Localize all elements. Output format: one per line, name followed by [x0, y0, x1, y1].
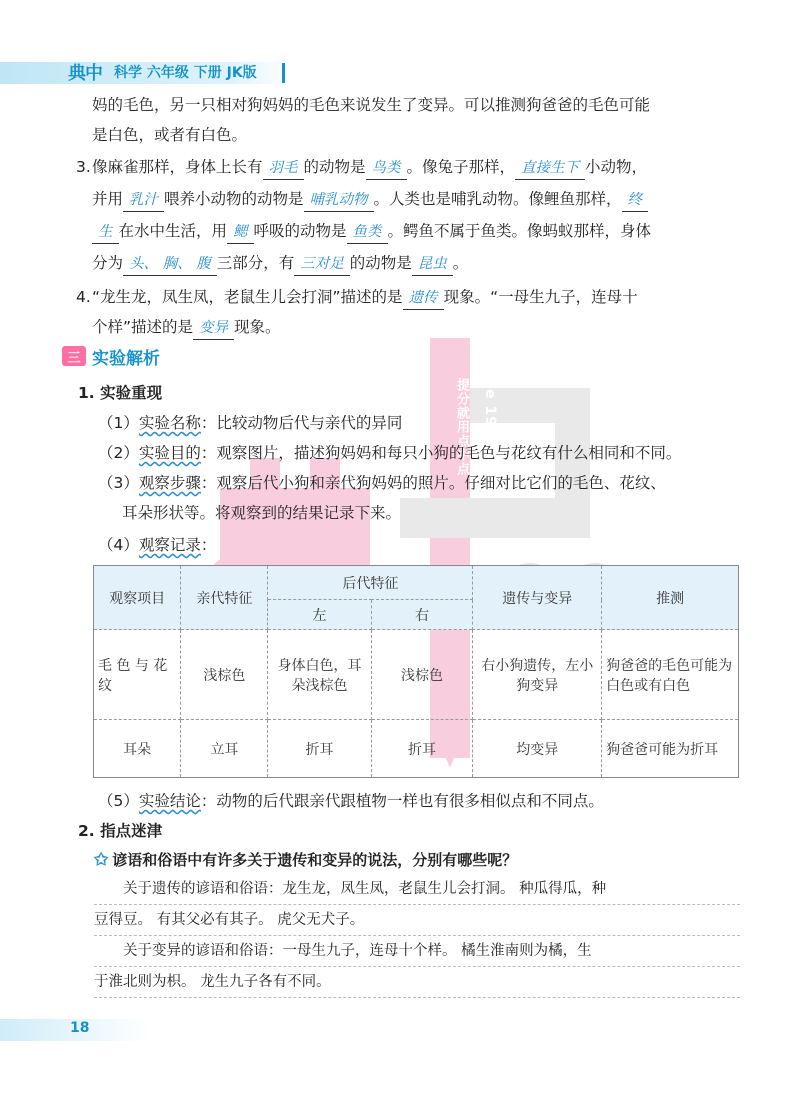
- text: 三部分，有: [216, 254, 295, 272]
- answer-blank: 羽毛: [263, 157, 304, 180]
- text: 现象。: [234, 318, 281, 336]
- section-title: 实验解析: [92, 348, 160, 369]
- table-cell: 耳朵: [94, 720, 181, 778]
- table-cell: 折耳: [371, 720, 473, 778]
- exp-item-4: [98, 530, 216, 560]
- item-label: 实验结论: [138, 792, 201, 810]
- item-text: ：观察图片，描述狗妈妈和每只小狗的毛色与花纹有什么相同和不同。: [200, 444, 682, 462]
- text: “龙生龙，凤生凤，老鼠生儿会打洞”描述的是: [92, 288, 403, 306]
- item-label: 实验目的: [138, 444, 201, 462]
- text: 分为: [92, 254, 124, 272]
- exp-heading: 1. 实验重现: [78, 384, 163, 402]
- question-text: 谚语和俗语中有许多关于遗传和变异的说法，分别有哪些呢？: [112, 851, 518, 869]
- text: 小动物，: [585, 158, 648, 176]
- table-cell: 右小狗遗传，左小狗变异: [473, 630, 602, 720]
- exp-conclusion: [98, 786, 604, 816]
- col-left: 左: [268, 600, 371, 630]
- answer-blank: 乳汁: [123, 189, 164, 212]
- text: 。像兔子那样，: [406, 158, 516, 176]
- item-label: 观察记录: [138, 536, 201, 554]
- exp-item-3: [98, 468, 666, 498]
- table-cell: 均变异: [473, 720, 602, 778]
- table-row: [94, 720, 739, 778]
- answer-blank: 鸟类: [366, 157, 407, 180]
- item-text: ：观察后代小狗和亲代狗妈妈的照片。仔细对比它们的毛色、花纹、: [200, 474, 666, 492]
- text: 并用: [92, 190, 124, 208]
- col-parent: 亲代特征: [181, 566, 268, 630]
- text: 。: [452, 254, 469, 272]
- answer-blank: 昆虫: [412, 253, 453, 276]
- item-prefix: （5）: [98, 792, 139, 810]
- text: 呼吸的动物是: [253, 222, 347, 240]
- book-logo: 典中: [68, 63, 102, 84]
- item-prefix: （2）: [98, 444, 139, 462]
- q3-line-4: [92, 248, 468, 278]
- watermark-slogan: 提分就用点中点: [454, 378, 469, 476]
- item-label: 实验名称: [138, 414, 201, 432]
- answer-blank: 生: [92, 221, 119, 244]
- answer-blank: 直接生下: [515, 157, 585, 180]
- text: 。人类也是哺乳动物。像鲤鱼那样，: [373, 190, 622, 208]
- item-prefix: （3）: [98, 474, 139, 492]
- answer-line: 于淮北则为枳。 龙生九子各有不同。: [94, 967, 740, 998]
- q4-line-2: [92, 312, 281, 342]
- exp-item-3-cont: 耳朵形状等。将观察到的结果记录下来。: [122, 504, 402, 522]
- answer-blank: 变异: [193, 317, 234, 340]
- q4-line-1: [92, 282, 638, 312]
- text: 。鳄鱼不属于鱼类。像蚂蚁那样，身体: [387, 222, 652, 240]
- table-cell: 毛 色 与 花纹: [94, 630, 181, 720]
- observation-table: [93, 565, 739, 778]
- tips-answer: [94, 874, 740, 998]
- col-offspring: 后代特征: [268, 566, 473, 600]
- answer-blank: 哺乳动物: [304, 189, 374, 212]
- table-cell: 浅棕色: [371, 630, 473, 720]
- tips-heading: 2. 指点迷津: [78, 822, 163, 840]
- q3-line-1: [92, 152, 647, 182]
- star-icon: ✩: [94, 850, 109, 870]
- answer-blank: 三对足: [294, 253, 350, 276]
- item-text: ：动物的后代跟亲代跟植物一样也有很多相似点和不同点。: [200, 792, 604, 810]
- section-badge: 三: [62, 346, 86, 366]
- table-cell: 狗爸爸可能为折耳: [602, 720, 739, 778]
- table-cell: 立耳: [181, 720, 268, 778]
- q4-number: 4.: [76, 288, 91, 306]
- answer-line: 关于变异的谚语和俗语：一母生九子，连母十个样。 橘生淮南则为橘，生: [94, 936, 740, 967]
- q2-line-2: 是白色，或者有白色。: [92, 126, 248, 144]
- answer-blank: 头、 胸、 腹: [123, 253, 217, 276]
- table-cell: 折耳: [268, 720, 371, 778]
- table-cell: 浅棕色: [181, 630, 268, 720]
- exp-item-2: [98, 438, 681, 468]
- col-guess: 推测: [602, 566, 739, 630]
- col-right: 右: [371, 600, 473, 630]
- text: 的动物是: [349, 254, 412, 272]
- header-divider: [282, 63, 285, 83]
- page-number: 18: [70, 1020, 90, 1036]
- text: 现象。“一母生九子，连母十: [443, 288, 638, 306]
- text: 的动物是: [303, 158, 366, 176]
- section-heading: [62, 344, 160, 368]
- item-prefix: （4）: [98, 536, 139, 554]
- answer-line: 关于遗传的谚语和俗语：龙生龙，凤生凤，老鼠生儿会打洞。 种瓜得瓜，种: [94, 874, 740, 905]
- table-row: [94, 630, 739, 720]
- item-text: ：: [200, 536, 217, 554]
- text: 个样”描述的是: [92, 318, 194, 336]
- answer-blank: 鳃: [227, 221, 254, 244]
- q2-line-1: 妈的毛色，另一只相对狗妈妈的毛色来说发生了变异。可以推测狗爸爸的毛色可能: [92, 96, 651, 114]
- text: 喂养小动物的动物是: [164, 190, 304, 208]
- table-cell: 狗爸爸的毛色可能为白色或有白色: [602, 630, 739, 720]
- q3-line-3: [92, 216, 651, 246]
- answer-line: 豆得豆。 有其父必有其子。 虎父无犬子。: [94, 905, 740, 936]
- tips-question: [94, 846, 517, 874]
- item-label: 观察步骤: [138, 474, 201, 492]
- exp-item-1: [98, 408, 402, 438]
- q3-number: 3.: [76, 158, 91, 176]
- header-title: 科学 六年级 下册 JK版: [114, 65, 257, 81]
- answer-blank: 遗传: [403, 287, 444, 310]
- text: 在水中生活，用: [118, 222, 228, 240]
- watermark-text: Since 1990: [482, 352, 498, 449]
- col-item: 观察项目: [94, 566, 181, 630]
- item-text: ：比较动物后代与亲代的异同: [200, 414, 403, 432]
- answer-blank: 鱼类: [347, 221, 388, 244]
- table-cell: 身体白色，耳朵浅棕色: [268, 630, 371, 720]
- item-prefix: （1）: [98, 414, 139, 432]
- q3-line-2: [92, 184, 648, 214]
- col-heredity: 遗传与变异: [473, 566, 602, 630]
- answer-blank: 终: [622, 189, 649, 212]
- text: 像麻雀那样，身体上长有: [92, 158, 263, 176]
